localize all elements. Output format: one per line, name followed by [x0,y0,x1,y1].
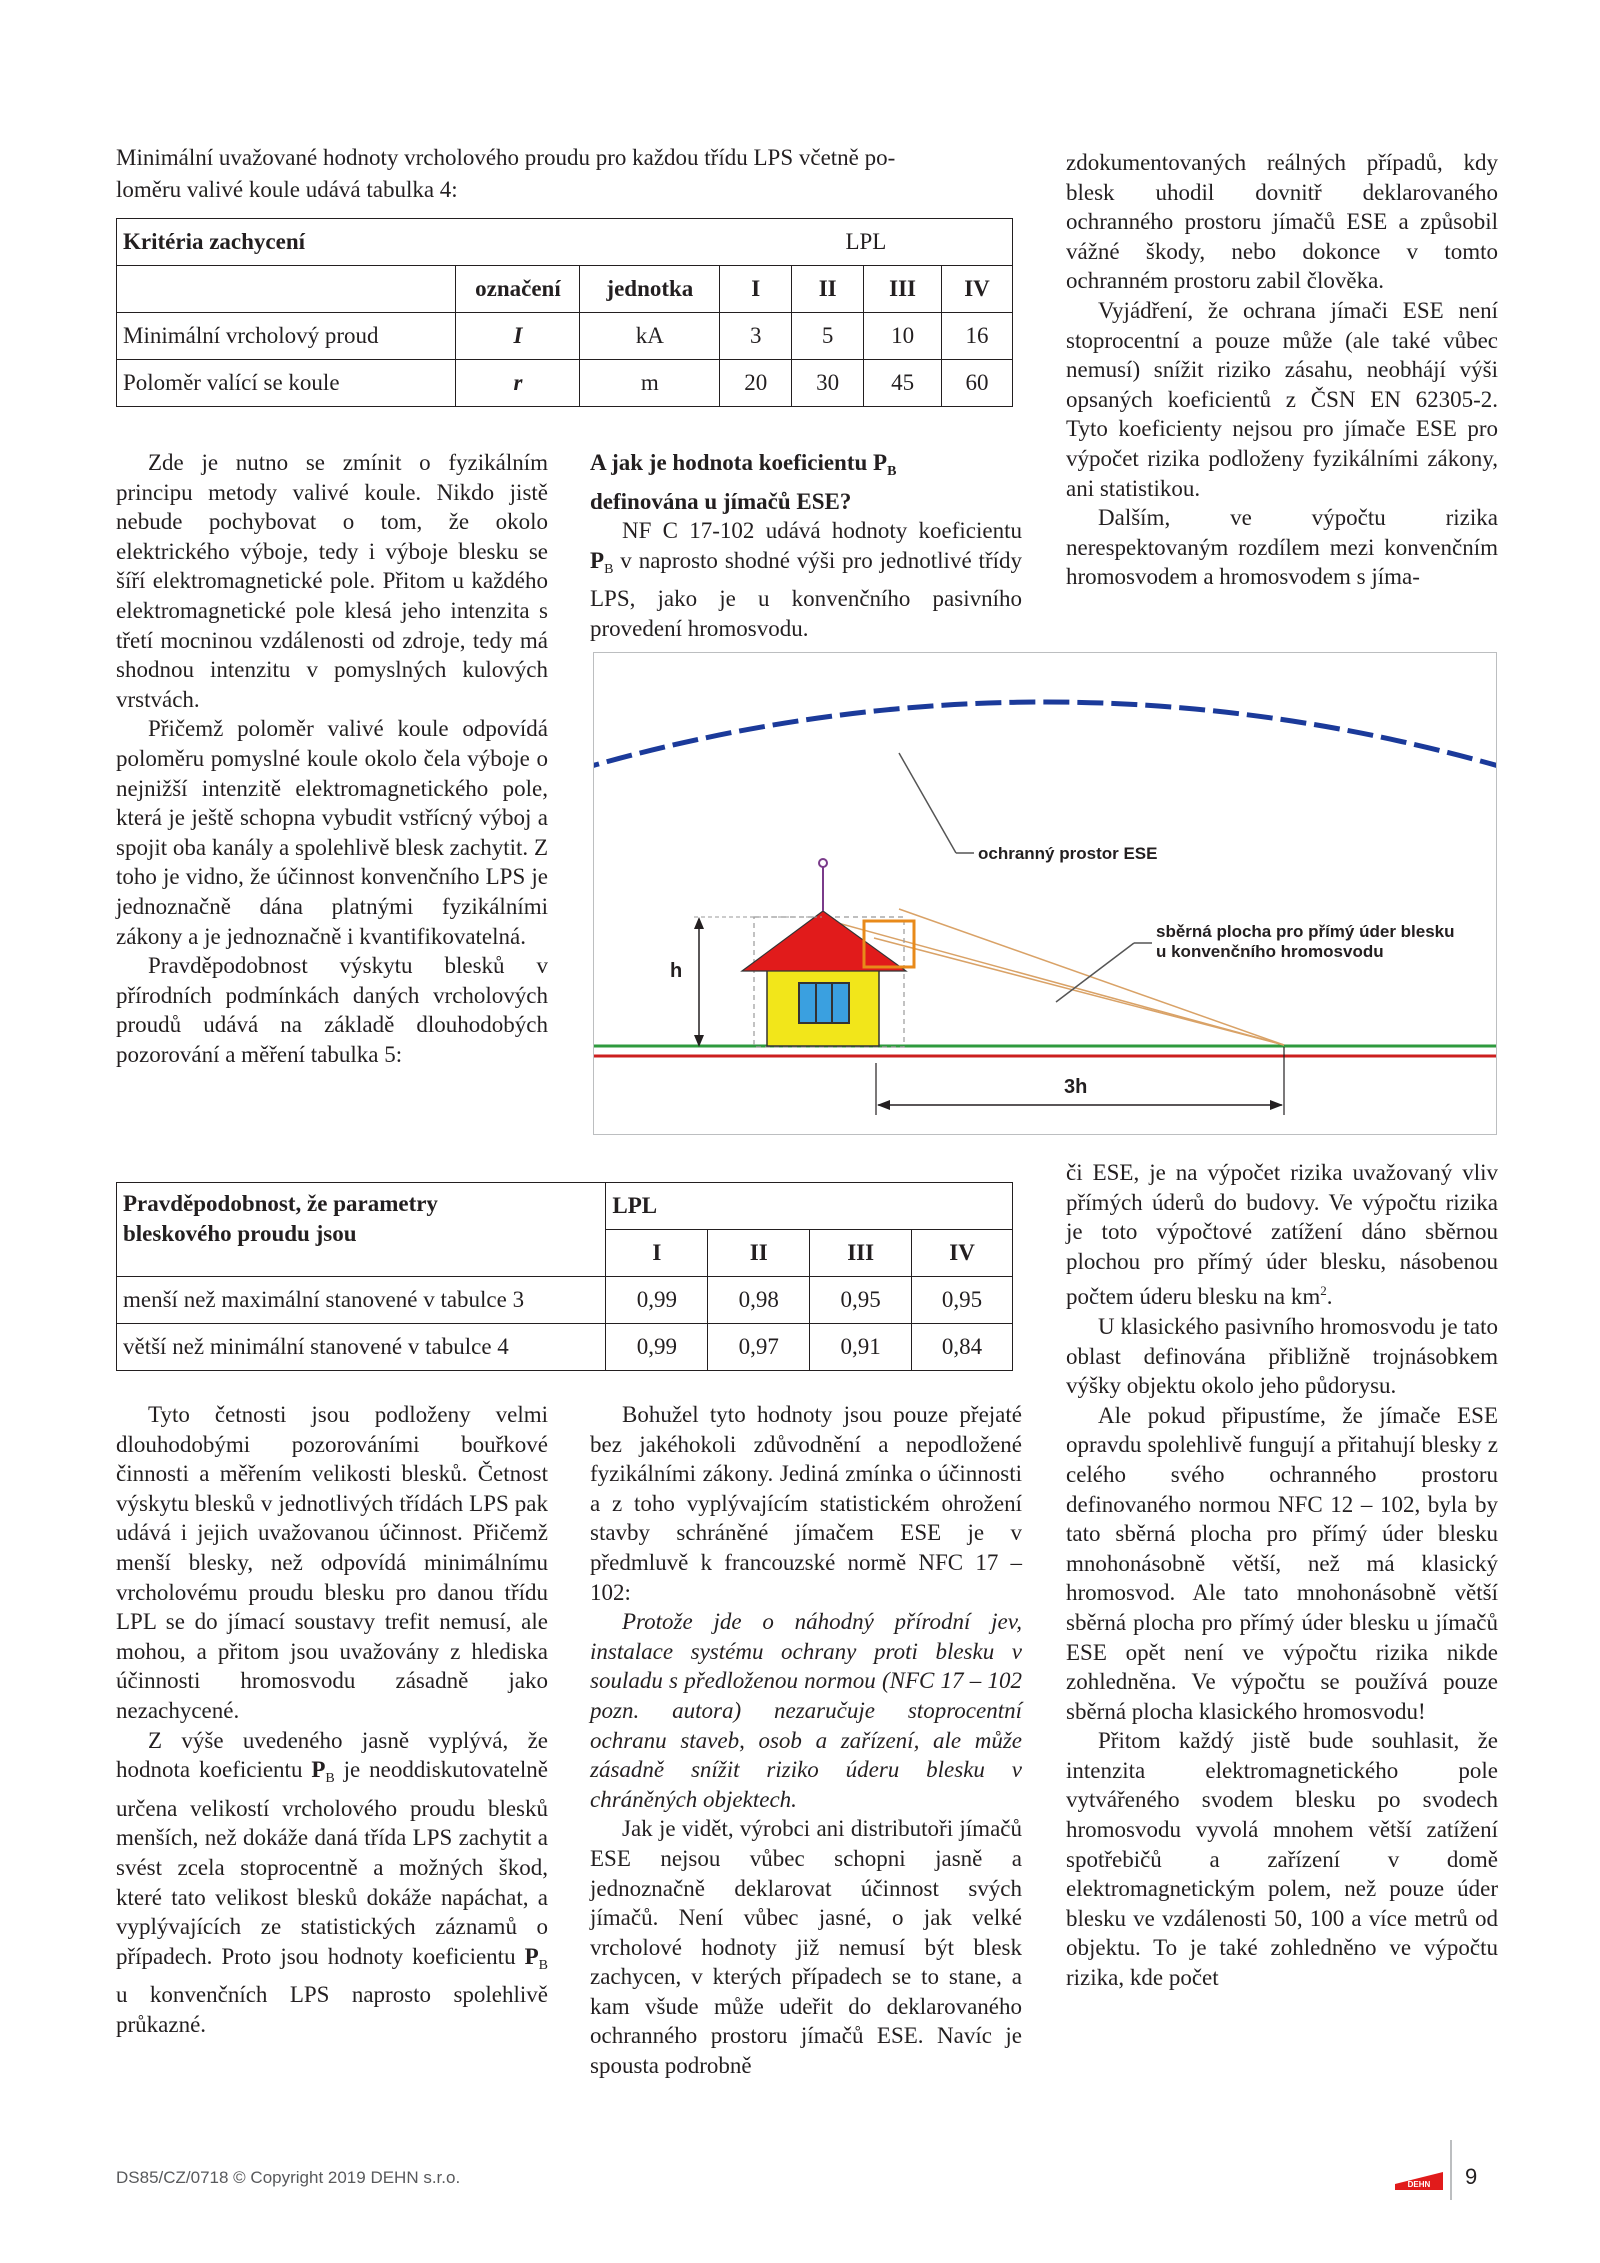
right-column-top [1066,148,1498,592]
height-label: h [670,960,683,982]
paragraph: Jak je vidět, výrobci ani distributoři jímačů ESE nejsou vůbec schopni jasně a jednoznačně deklarovat účinnost svých jímačů. Není vůbec jasné, o jak velké vrcholové hodnoty již nemusí být blesk zachycen, v kterých případech se to stane, a kam všude může udeřit do deklarovaného ochranného prostoru jímačů ESE. Navíc je spousta podrobně [590,1816,1022,2079]
paragraph: Tyto četnosti jsou podloženy velmi dlouhodobými pozorováními bouřkové činnosti a měřením velikosti blesků. Četnost výskytu blesků v jednotlivých třídách LPS pak udává i jejich uvažovanou účinnost. Přičemž menší blesky, než odpovídá minimálnímu vrcholovému proudu blesku pro danou třídu LPL se do jímací soustavy trefit nemusí, ale mohou, a přitom jsou uvažovány z hlediska účinnosti hromosvodu zásadně jako nezachycené. [116,1402,548,1723]
table-4 [116,218,1013,407]
table-cell-symbol: r [456,360,580,407]
ese-label-pointer [899,753,956,853]
text: v naprosto shodné výši pro jednotlivé třídy LPS, jako je u konvenčního pasivního provedení hromosvodu. [590,547,1022,641]
superscript: 2 [1320,1283,1327,1299]
table-header-probability [117,1183,606,1277]
arrow-head [1270,1100,1283,1110]
intro-line-1: Minimální uvažované hodnoty vrcholového proudu pro každou třídu LPS včetně po- [116,145,896,170]
middle-column-top [590,448,1022,644]
table-header-class: I [720,266,792,313]
table-cell: 0,97 [708,1324,810,1371]
table-cell: 45 [864,360,942,407]
text: NF C 17-102 udává hodnoty koeficientu [622,518,1022,544]
paragraph: Dalším, ve výpočtu rizika nerespektovaným rozdílem mezi konvenčním hromosvodem a hromosvodem s jíma- [1066,505,1498,590]
logo-text: DEHN [1407,2180,1431,2189]
page-number: 9 [1465,2164,1478,2189]
symbol: P [524,1943,539,1969]
table-header-class: IV [912,1230,1013,1277]
arrow-head [694,917,704,929]
table-header-class: III [810,1230,912,1277]
subscript: B [604,561,614,577]
diagram-svg [594,653,1496,1134]
table-header-lpl: LPL [606,1183,1013,1230]
paragraph: Přitom každý jistě bude souhlasit, že intenzita elektromagnetického pole vytvářeného svodem blesku po svodech hromosvodu vyvolá mnohem větší zatížení spotřebičů a zařízení v domě elektromagnetickým polem, než pouze úder blesku ve vzdálenosti 50, 100 a více metrů od objektu. To je také zohledněno ve výpočtu rizika, kde počet [1066,1728,1498,1991]
area-label-line-2: u konvenčního hromosvodu [1156,942,1384,961]
intro-line-2: loměru valivé koule udává tabulka 4: [116,177,458,202]
table-cell: 0,99 [606,1277,708,1324]
table-cell: 0,95 [810,1277,912,1324]
header-text: bleskového proudu jsou [123,1221,357,1246]
paragraph: Pravděpodobnost výskytu blesků v přírodních podmínkách daných vrcholových proudů udává na základě dlouhodobých pozorování a měření tabulka 5: [116,953,548,1067]
text: . [1326,1284,1333,1310]
paragraph [116,1726,548,2040]
table-header-class: II [708,1230,810,1277]
intro-text [116,142,996,206]
paragraph: Vyjádření, že ochrana jímači ESE není stoprocentní a pouze může (ale také vůbec nemusí) snížit riziko zásahu, neobhájí výši opsaných koeficientů z ČSN EN 62305-2. Tyto koeficienty nejsou pro jímače ESE pro výpočet rizika podloženy fyzikálními zákony, ani statistikou. [1066,297,1498,501]
paragraph: Bohužel tyto hodnoty jsou pouze přejaté bez jakéhokoli zdůvodnění a nepodložené fyzikálními zákony. Jediná zmínka o účinnosti a z toho vyplývajícím statistickém ohrožení stavby schráněné jímačem ESE je v předmluvě k francouzské normě NFC 17 – 102: [590,1402,1022,1605]
table-row-label: Minimální vrcholový proud [117,313,456,360]
table-row [117,1277,1013,1324]
table-cell-unit: m [580,360,720,407]
table-cell: 10 [864,313,942,360]
protection-zone-diagram [593,652,1497,1135]
width-label: 3h [1064,1076,1088,1098]
header-text: Pravděpodobnost, že parametry [123,1191,438,1216]
footer-divider [1450,2140,1452,2200]
arrow-head [877,1100,890,1110]
table-header-lpl: LPL [720,219,1013,266]
table-row-label: větší než minimální stanovené v tabulce 4 [117,1324,606,1371]
text: Z výše uvedeného jasně vyplývá, že hodnota koeficientu [116,1727,548,1783]
text: u konvenčních LPS naprosto spolehlivě průkazné. [116,1982,548,2037]
table-row [117,1324,1013,1371]
ese-label: ochranný prostor ESE [978,844,1158,863]
paragraph: Zde je nutno se zmínit o fyzikálním principu metody valivé koule. Nikdo jistě nebude pochybovat o tom, že okolo elektrického výboje, tedy i výboje blesku se šíří elektromagnetické pole. Přitom u každého elektromagnetické pole klesá jeho intenzita s třetí mocninou vzdálenosti od zdroje, tedy má shodnou intenzitu v pomyslných kulových vrstvách. [116,450,548,712]
table-cell: 0,99 [606,1324,708,1371]
table-row [117,266,1013,313]
table-cell: 5 [792,313,864,360]
table-row [117,313,1013,360]
table-header-designation: označení [456,266,580,313]
text: je neoddiskutovatelně určena velikostí vrcholového proudu blesků menších, než dokáže daná třída LPS zachytit a svést zcela stoprocentně a možných škod, které tato velikost blesků dokáže napáchat, a vyplývajících ze statistických záznamů o případech. Proto jsou hodnoty koeficientu [116,1757,548,1969]
text: či ESE, je na výpočet rizika uvažovaný vliv přímých úderů do budovy. Ve výpočtu rizika je toto výpočtové zatížení dáno sběrnou plochou pro přímý úder blesku, násobenou počtem úderu blesku na km [1066,1160,1498,1310]
table-cell-unit: kA [580,313,720,360]
table-header-class: II [792,266,864,313]
paragraph: Ale pokud připustíme, že jímače ESE opravdu spolehlivě fungují a přitahují blesky z celého svého ochranného prostoru definovaného normou NFC 12 – 102, byla by tato sběrná plocha pro přímý úder blesku mnohonásobně větší, než má klasický hromosvod. Ale tato mnohonásobně větší sběrná plocha pro přímý úder blesku u jímačů ESE opět není ve výpočtu rizika nikde zohledněna. Ve výpočtu se používá pouze sběrná plocha klasického hromosvodu! [1066,1402,1498,1724]
area-label-line-1: sběrná plocha pro přímý úder blesku [1156,922,1455,941]
table-cell: 0,98 [708,1277,810,1324]
table-header-class: III [864,266,942,313]
table-header-class: I [606,1230,708,1277]
right-column-bottom [1066,1158,1498,1993]
table-cell: 0,95 [912,1277,1013,1324]
table-header-unit: jednotka [580,266,720,313]
quote-paragraph: Protože jde o náhodný přírodní jev, instalace systému ochrany proti blesku v souladu s předloženou normou (NFC 17 – 102 pozn. autora) nezaručuje stoprocentní ochranu staveb, osob a zařízení, ale může zásadně snížit riziko úderu blesku v chráněných objektech. [590,1609,1022,1812]
ese-protection-arc [594,702,1496,771]
paragraph: Přičemž poloměr valivé koule odpovídá poloměru pomyslné koule okolo čela výboje o nejnižší intenzitě elektromagnetického pole, která je ještě schopna vybudit vstřícný výboj a spojit oba kanály a spolehlivě blesk zachytit. Z toho je vidno, že účinnost konvenčního LPS je jednoznačně dána platnými fyzikálními zákony a je jednoznačně i kvantifikovatelná. [116,716,548,949]
table-5 [116,1182,1013,1371]
table-row [117,219,1013,266]
heading-subscript: B [887,464,897,479]
table-cell-empty [117,266,456,313]
dehn-logo-mark [1395,2158,1443,2192]
table-row [117,1183,1013,1230]
table-cell: 60 [942,360,1013,407]
symbol: P [311,1757,326,1783]
paragraph: U klasického pasivního hromosvodu je tato oblast definována přibližně trojnásobkem výšky objektu okolo jeho půdorysu. [1066,1313,1498,1399]
paragraph [1066,1158,1498,1312]
table-header-criteria: Kritéria zachycení [117,219,720,266]
table-row [117,360,1013,407]
table-cell: 30 [792,360,864,407]
paragraph [590,516,1022,643]
table-row-label: menší než maximální stanovené v tabulce 3 [117,1277,606,1324]
footer-copyright: DS85/CZ/0718 © Copyright 2019 DEHN s.r.o. [116,2168,461,2187]
table-cell: 20 [720,360,792,407]
table-cell: 16 [942,313,1013,360]
ese-rod-tip [819,859,827,867]
symbol: P [590,547,605,573]
table-row-label: Poloměr valící se koule [117,360,456,407]
dehn-logo [1395,2158,1443,2192]
left-column-bottom [116,1400,548,2039]
table-cell-symbol: I [456,313,580,360]
left-column-top [116,448,548,1069]
heading-text: definována u jímačů ESE? [590,488,852,514]
paragraph: zdokumentovaných reálných případů, kdy blesk uhodil dovnitř deklarovaného ochranného prostoru jímačů ESE a způsobil vážné škody, nebo dokonce v tomto ochranném prostoru zabil člověka. [1066,150,1498,294]
table-cell: 0,84 [912,1324,1013,1371]
house-window [799,983,849,1023]
subscript: B [538,1957,548,1973]
heading-text: A jak je hodnota koeficientu P [590,450,888,475]
table-cell: 0,91 [810,1324,912,1371]
table-cell: 3 [720,313,792,360]
section-heading [590,448,1022,516]
subscript: B [325,1771,335,1787]
middle-column-bottom [590,1400,1022,2081]
table-header-class: IV [942,266,1013,313]
